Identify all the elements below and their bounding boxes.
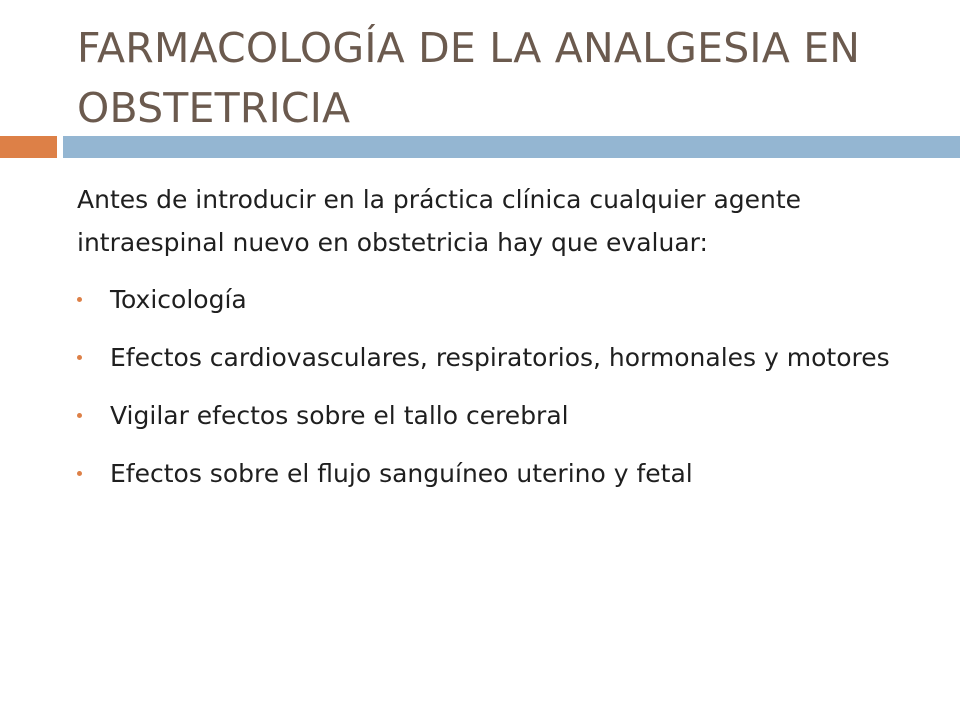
bullet-dot-icon <box>77 471 82 476</box>
title-accent-bar-blue <box>63 136 960 158</box>
bullet-dot-icon <box>77 413 82 418</box>
bullet-text: Efectos cardiovasculares, respiratorios, hormonales y motores <box>110 343 890 372</box>
bullet-text: Efectos sobre el flujo sanguíneo uterino y fetal <box>110 459 693 488</box>
bullet-item-tallo-cerebral <box>77 396 917 436</box>
bullet-text: Vigilar efectos sobre el tallo cerebral <box>110 401 569 430</box>
bullet-item-flujo-sanguineo <box>77 454 917 494</box>
bullet-dot-icon <box>77 355 82 360</box>
intro-paragraph: Antes de introducir en la práctica clínica cualquier agente intraespinal nuevo en obstetricia hay que evaluar: <box>77 185 802 257</box>
bullet-dot-icon <box>77 297 82 302</box>
title-accent-bar-orange <box>0 136 57 158</box>
slide-title: FARMACOLOGÍA DE LA ANALGESIA EN OBSTETRICIA <box>77 24 861 132</box>
bullet-item-toxicologia <box>77 280 917 320</box>
bullet-item-efectos-cardiovasculares <box>77 338 917 378</box>
bullet-text: Toxicología <box>110 285 247 314</box>
bullet-list <box>77 280 917 494</box>
slide-body <box>77 178 917 512</box>
